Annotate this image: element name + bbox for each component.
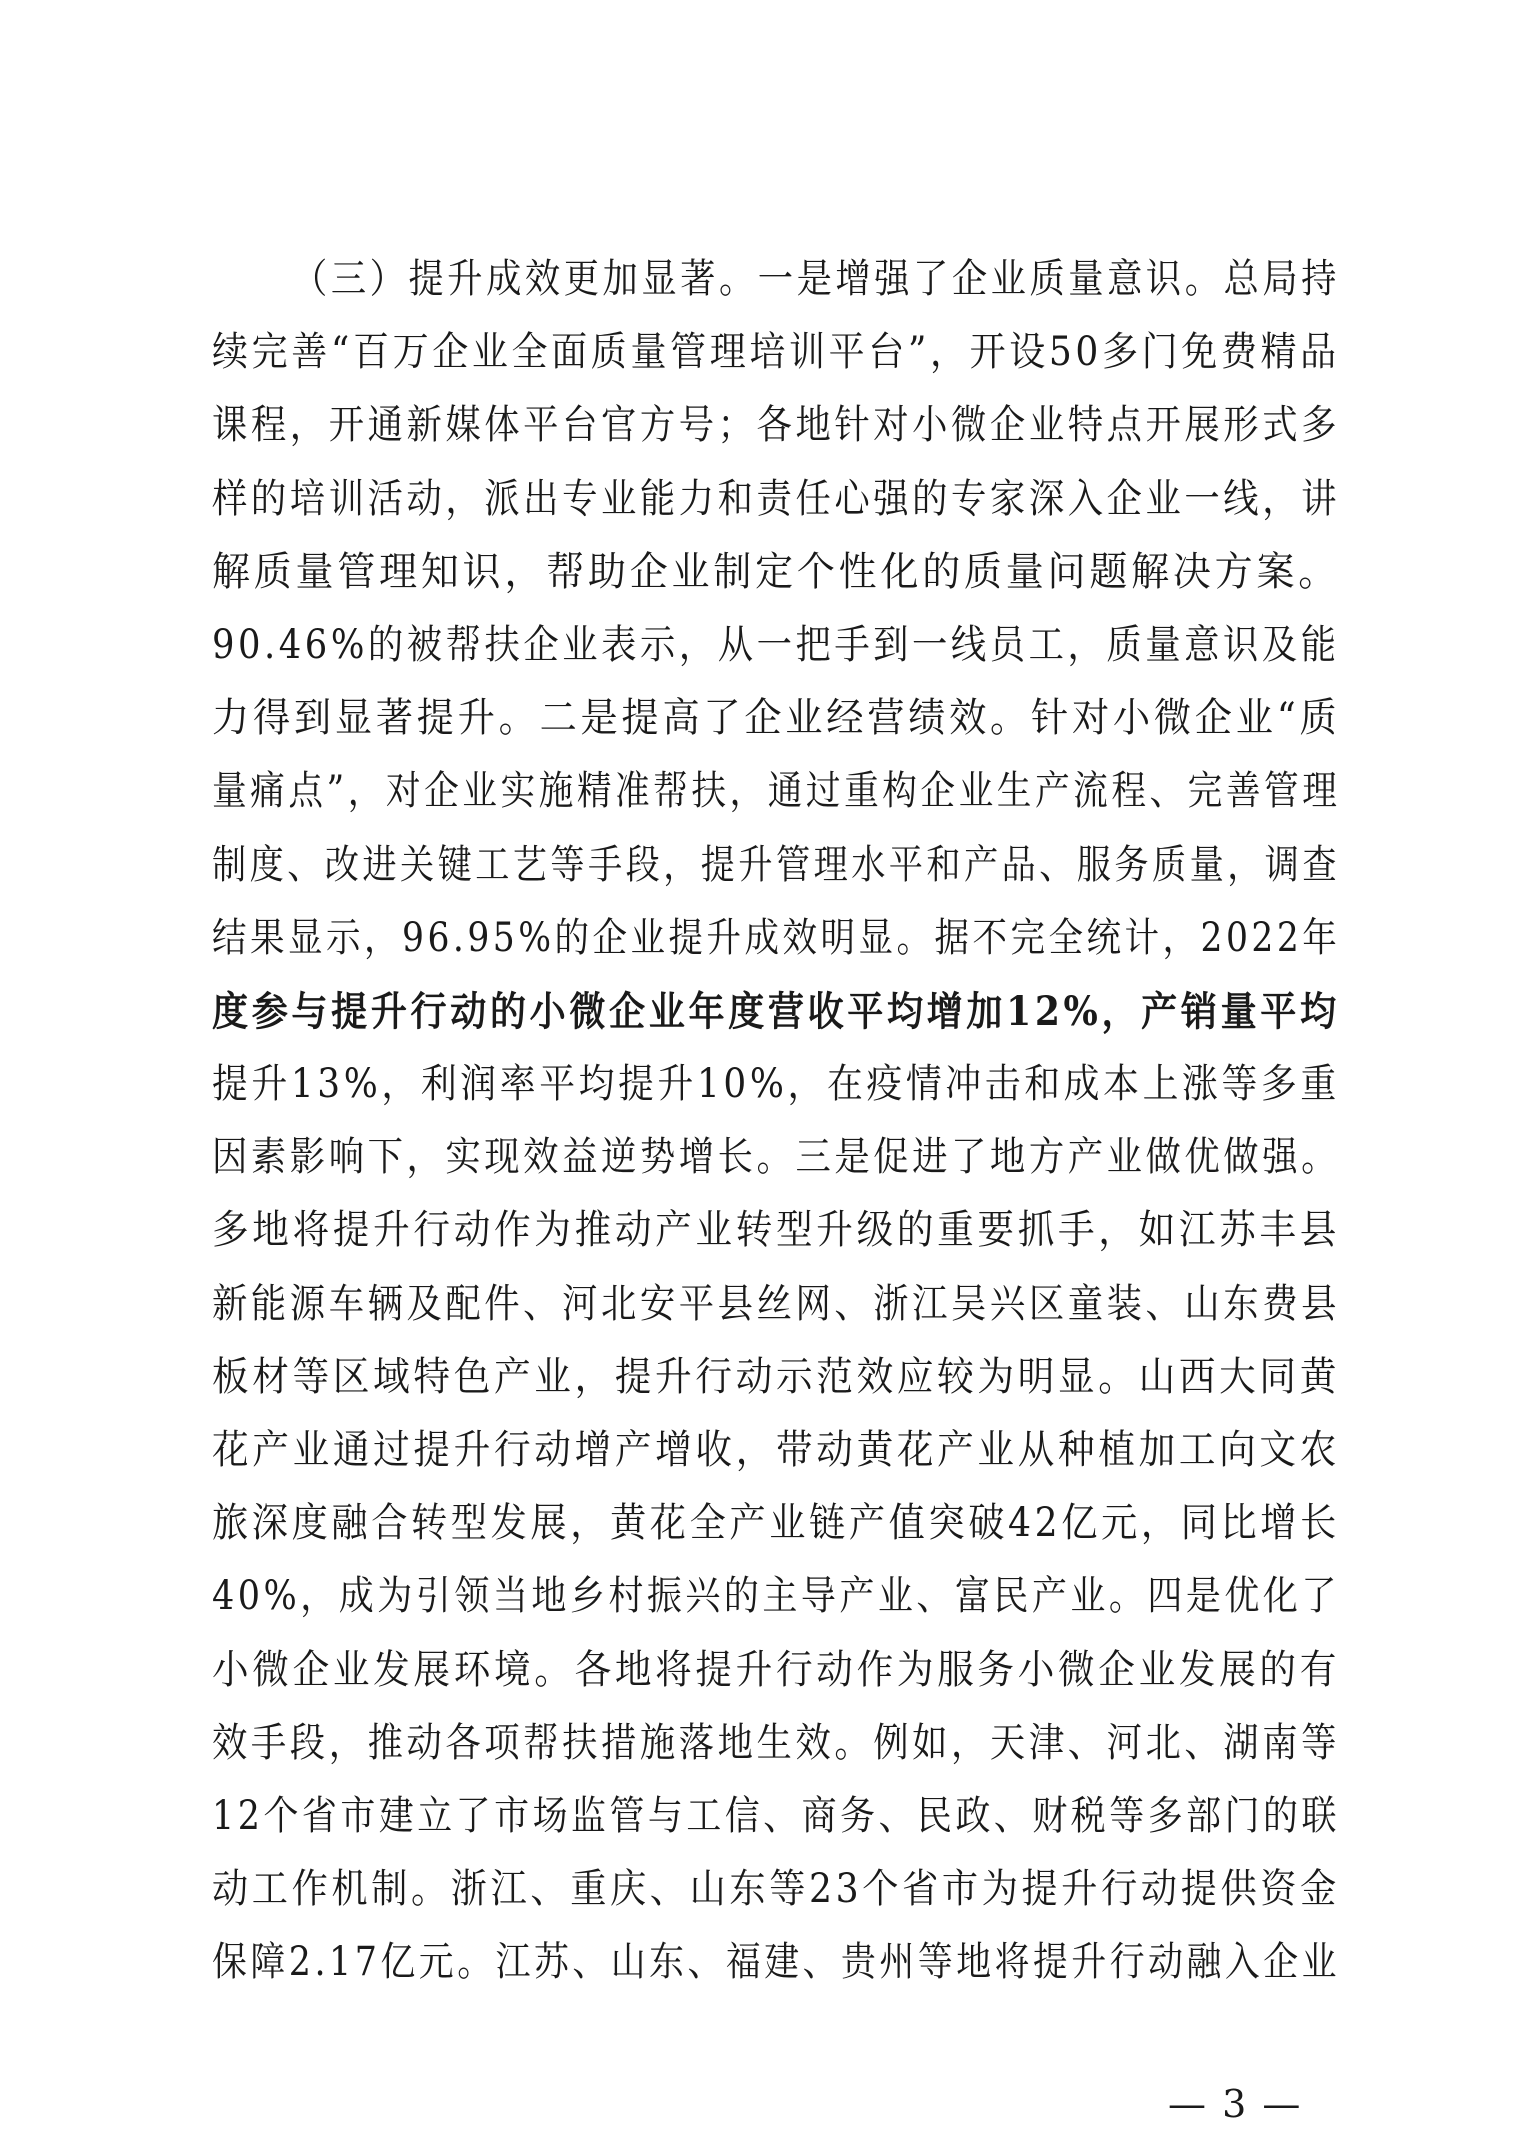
- text-line-9: 制度、改进关键工艺等手段，提升管理水平和产品、服务质量，调查: [212, 841, 1340, 888]
- text-line-23: 动工作机制。浙江、重庆、山东等23个省市为提升行动提供资金: [212, 1866, 1340, 1913]
- text-line-20: 小微企业发展环境。各地将提升行动作为服务小微企业发展的有: [212, 1646, 1340, 1693]
- text-line-6: 90.46%的被帮扶企业表示，从一把手到一线员工，质量意识及能: [212, 621, 1340, 668]
- text-line-10: 结果显示，96.95%的企业提升成效明显。据不完全统计，2022年: [212, 914, 1341, 961]
- text-line-14: 多地将提升行动作为推动产业转型升级的重要抓手，如江苏丰县: [212, 1207, 1340, 1254]
- text-line-7: 力得到显著提升。二是提高了企业经营绩效。针对小微企业“质: [212, 695, 1341, 742]
- text-line-1: （三）提升成效更加显著。一是增强了企业质量意识。总局持: [292, 256, 1340, 302]
- text-line-11: 度参与提升行动的小微企业年度营收平均增加12%，产销量平均: [212, 987, 1340, 1035]
- text-line-3: 课程，开通新媒体平台官方号；各地针对小微企业特点开展形式多: [212, 402, 1340, 449]
- text-line-18: 旅深度融合转型发展，黄花全产业链产值突破42亿元，同比增长: [212, 1500, 1340, 1547]
- text-line-21: 效手段，推动各项帮扶措施落地生效。例如，天津、河北、湖南等: [212, 1719, 1340, 1766]
- text-line-8: 量痛点”，对企业实施精准帮扶，通过重构企业生产流程、完善管理: [212, 768, 1341, 815]
- text-line-13: 因素影响下，实现效益逆势增长。三是促进了地方产业做优做强。: [212, 1134, 1340, 1181]
- text-line-4: 样的培训活动，派出专业能力和责任心强的专家深入企业一线，讲: [212, 475, 1340, 522]
- text-line-15: 新能源车辆及配件、河北安平县丝网、浙江吴兴区童装、山东费县: [212, 1280, 1340, 1327]
- text-line-22: 12个省市建立了市场监管与工信、商务、民政、财税等多部门的联: [212, 1792, 1340, 1839]
- page-number: — 3 —: [1168, 2082, 1303, 2126]
- text-line-24: 保障2.17亿元。江苏、山东、福建、贵州等地将提升行动融入企业: [212, 1939, 1341, 1986]
- text-line-2: 续完善“百万企业全面质量管理培训平台”，开设50多门免费精品: [212, 329, 1340, 376]
- text-line-17: 花产业通过提升行动增产增收，带动黄花产业从种植加工向文农: [212, 1427, 1340, 1473]
- text-line-16: 板材等区域特色产业，提升行动示范效应较为明显。山西大同黄: [212, 1353, 1340, 1400]
- text-line-19: 40%，成为引领当地乡村振兴的主导产业、富民产业。四是优化了: [212, 1573, 1340, 1620]
- body-paragraph: [212, 243, 1340, 2000]
- text-line-12: 提升13%，利润率平均提升10%，在疫情冲击和成本上涨等多重: [212, 1061, 1340, 1108]
- text-line-5: 解质量管理知识，帮助企业制定个性化的质量问题解决方案。: [212, 548, 1340, 595]
